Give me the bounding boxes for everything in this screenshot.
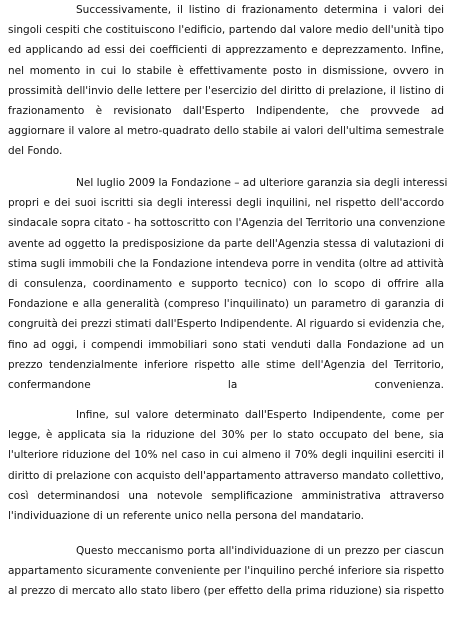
text-line: Nel luglio 2009 la Fondazione – ad ulteriore garanzia sia degli interessi	[76, 177, 448, 189]
text-line: l'individuazione di un referente unico nella persona del mandatario.	[8, 509, 364, 522]
text-line: Successivamente, il listino di frazionamento determina i valori dei	[76, 4, 444, 16]
paragraph-2	[8, 173, 448, 415]
paragraph-3	[8, 405, 444, 526]
paragraph-4	[8, 541, 444, 602]
text-line: avente ad oggetto la predisposizione da parte dell'Agenzia stessa di valutazioni di	[8, 237, 444, 250]
text-line: prossimità dell'invio delle lettere per l'esercizio del diritto di prelazione, il listino di	[8, 84, 444, 97]
text-line: singoli cespiti che costituiscono l'edificio, partendo dal valore medio dell'unità tipo	[8, 24, 444, 37]
text-line: frazionamento è revisionato dall'Esperto Indipendente, che provvede ad	[8, 104, 444, 117]
text-line: al prezzo di mercato allo stato libero (per effetto della prima riduzione) sia rispetto	[8, 585, 444, 598]
text-line: del Fondo.	[8, 145, 63, 158]
text-line: nel momento in cui lo stabile è effettivamente posto in dismissione, ovvero in	[8, 64, 444, 77]
text-line: aggiornare il valore al metro-quadrato dello stabile ai valori dell'ultima semestrale	[8, 125, 444, 138]
text-line: l'ulteriore riduzione del 10% nel caso in cui almeno il 70% degli inquilini eserciti il	[8, 449, 444, 462]
text-line: ed applicando ad essi dei coefficienti di apprezzamento e deprezzamento. Infine,	[8, 44, 444, 57]
text-line: Fondazione e alla generalità (compreso l'inquilinato) un parametro di garanzia di	[8, 298, 444, 311]
text-line: Infine, sul valore determinato dall'Esperto Indipendente, come per	[76, 409, 444, 421]
text-line: diritto di prelazione con acquisto dell'appartamento attraverso mandato collettivo,	[8, 469, 444, 482]
text-line: sindacale sopra citato - ha sottoscritto con l'Agenzia del Territorio una convenzione	[8, 217, 446, 230]
text-line: congruità dei prezzi stimati dall'Esperto Indipendente. Al riguardo si evidenzia che,	[8, 318, 445, 331]
text-line: Questo meccanismo porta all'individuazione di un prezzo per ciascun	[76, 545, 444, 557]
text-line: legge, è applicata sia la riduzione del 30% per lo stato occupato del bene, sia	[8, 429, 444, 442]
text-line: di consulenza, coordinamento e supporto tecnico) con lo scopo di offrire alla	[8, 277, 444, 290]
text-line: fino ad oggi, i compendi immobiliari sono stati venduti dalla Fondazione ad un	[8, 338, 444, 351]
text-line: appartamento sicuramente conveniente per l'inquilino perché inferiore sia rispetto	[8, 565, 444, 578]
paragraph-1	[8, 0, 444, 162]
text-line: stima sugli immobili che la Fondazione intendeva porre in vendita (oltre ad attività	[8, 257, 444, 270]
text-line: confermandone la convenienza.	[8, 378, 444, 391]
text-line: prezzo tendenzialmente inferiore rispetto alle stime dell'Agenzia del Territorio,	[8, 358, 444, 371]
text-line: propri e dei suoi iscritti sia degli interessi degli inquilini, nel rispetto dell'accordo	[8, 197, 444, 210]
text-line: così determinandosi una notevole semplificazione amministrativa attraverso	[8, 489, 444, 502]
